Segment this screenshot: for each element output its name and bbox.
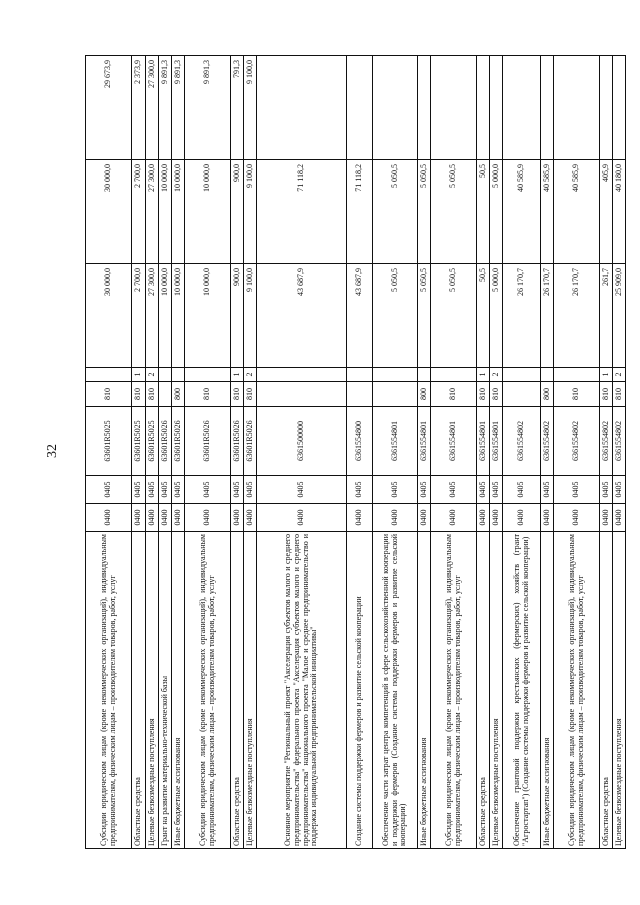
target-article-code: 6361554802 [503,407,541,476]
funding-source-code [431,368,477,382]
table-row [554,56,600,849]
amount-planned: 26 170,7 [503,264,541,368]
page-number: 32 [45,444,60,458]
section-code: 0400 [477,504,490,532]
amount-revised: 900,0 [231,160,244,264]
table-row [257,56,347,849]
amount-planned: 900,0 [231,264,244,368]
target-article-code: 63601R5026 [172,407,185,476]
amount-planned: 10 000,0 [172,264,185,368]
section-code: 0400 [503,504,541,532]
table-row [231,56,244,849]
expense-type-code [503,382,541,407]
row-name: Целевые безвозмездные поступления [613,532,626,849]
table-row [541,56,554,849]
amount-revised: 10 000,0 [159,160,172,264]
amount-revised: 50,5 [477,160,490,264]
subsection-code: 0405 [613,476,626,504]
amount-planned: 25 909,0 [613,264,626,368]
amount-revised: 71 118,2 [347,160,373,264]
table-row [600,56,613,849]
table-row [373,56,418,849]
amount-executed [257,56,347,160]
amount-revised: 71 118,2 [257,160,347,264]
amount-planned: 30 000,0 [86,264,132,368]
amount-revised: 2 700,0 [132,160,146,264]
budget-table [85,55,626,849]
row-name: Субсидии юридическим лицам (кроме некоммерческих организаций), индивидуальным предпринимателям, физическим лицам – производителям товаров, работ, услуг [185,532,231,849]
subsection-code: 0405 [257,476,347,504]
row-name: Субсидии юридическим лицам (кроме некоммерческих организаций), индивидуальным предпринимателям, физическим лицам – производителям товаров, работ, услуг [86,532,132,849]
section-code: 0400 [244,504,257,532]
budget-table-frame [85,56,623,849]
target-article-code: 63601R5025 [86,407,132,476]
subsection-code: 0405 [373,476,418,504]
target-article-code: 63601R5026 [159,407,172,476]
amount-planned: 43 687,9 [347,264,373,368]
section-code: 0400 [231,504,244,532]
target-article-code: 6361554802 [554,407,600,476]
funding-source-code [554,368,600,382]
amount-executed [418,56,431,160]
section-code: 0400 [490,504,503,532]
funding-source-code [86,368,132,382]
amount-revised: 405,9 [600,160,613,264]
table-row [503,56,541,849]
expense-type-code: 810 [431,382,477,407]
table-row [185,56,231,849]
amount-planned: 26 170,7 [554,264,600,368]
row-name: Создание системы поддержки фермеров и развитие сельской кооперации [347,532,373,849]
amount-planned: 5 050,5 [431,264,477,368]
amount-executed [600,56,613,160]
amount-executed [503,56,541,160]
amount-revised: 40 585,9 [541,160,554,264]
subsection-code: 0405 [132,476,146,504]
funding-source-code [347,368,373,382]
amount-executed [490,56,503,160]
row-name: Областные средства [132,532,146,849]
funding-source-code [503,368,541,382]
section-code: 0400 [554,504,600,532]
table-body [86,56,626,849]
expense-type-code: 810 [490,382,503,407]
subsection-code: 0405 [490,476,503,504]
table-row [146,56,159,849]
funding-source-code [373,368,418,382]
amount-revised: 10 000,0 [172,160,185,264]
subsection-code: 0405 [600,476,613,504]
funding-source-code: 2 [613,368,626,382]
table-row [132,56,146,849]
target-article-code: 63601R5026 [231,407,244,476]
expense-type-code: 810 [146,382,159,407]
expense-type-code [257,382,347,407]
subsection-code: 0405 [244,476,257,504]
section-code: 0400 [431,504,477,532]
table-row [613,56,626,849]
row-name: Целевые безвозмездные поступления [244,532,257,849]
section-code: 0400 [185,504,231,532]
expense-type-code [159,382,172,407]
amount-executed: 791,3 [231,56,244,160]
subsection-code: 0405 [86,476,132,504]
funding-source-code: 1 [132,368,146,382]
subsection-code: 0405 [554,476,600,504]
section-code: 0400 [257,504,347,532]
funding-source-code [172,368,185,382]
row-name: Целевые безвозмездные поступления [490,532,503,849]
expense-type-code: 800 [172,382,185,407]
amount-planned: 27 300,0 [146,264,159,368]
target-article-code: 6361554801 [431,407,477,476]
amount-planned: 2 700,0 [132,264,146,368]
table-row [244,56,257,849]
funding-source-code: 2 [490,368,503,382]
amount-executed: 9 100,0 [244,56,257,160]
table-row [418,56,431,849]
funding-source-code [541,368,554,382]
table-row [86,56,132,849]
section-code: 0400 [600,504,613,532]
target-article-code: 6361554802 [600,407,613,476]
section-code: 0400 [373,504,418,532]
section-code: 0400 [613,504,626,532]
subsection-code: 0405 [541,476,554,504]
amount-revised: 30 000,0 [86,160,132,264]
row-name: Основное мероприятие "Региональный проект "Акселерация субъектов малого и среднего предпринимательства" федерального проекта "Акселерация субъектов малого и среднего предпринимательства" национального проекта "Малое и среднее предпринимательство и поддержка индивидуальной предпринимательской инициативы" [257,532,347,849]
amount-planned: 50,5 [477,264,490,368]
section-code: 0400 [418,504,431,532]
section-code: 0400 [347,504,373,532]
subsection-code: 0405 [431,476,477,504]
target-article-code: 6361554802 [613,407,626,476]
section-code: 0400 [172,504,185,532]
expense-type-code: 800 [541,382,554,407]
expense-type-code: 810 [613,382,626,407]
amount-executed [541,56,554,160]
amount-executed [477,56,490,160]
amount-executed: 9 891,3 [159,56,172,160]
amount-revised: 5 000,0 [490,160,503,264]
expense-type-code: 810 [600,382,613,407]
amount-executed: 9 891,3 [172,56,185,160]
target-article-code: 6361554801 [477,407,490,476]
expense-type-code [373,382,418,407]
funding-source-code [159,368,172,382]
target-article-code: 63601R5025 [146,407,159,476]
expense-type-code: 810 [185,382,231,407]
amount-revised: 5 050,5 [373,160,418,264]
table-row [347,56,373,849]
table-row [159,56,172,849]
amount-executed [347,56,373,160]
table-row [477,56,490,849]
amount-executed: 27 300,0 [146,56,159,160]
row-name: Областные средства [600,532,613,849]
expense-type-code: 810 [86,382,132,407]
target-article-code: 6361554801 [490,407,503,476]
row-name: Обеспечение части затрат центра компетенций в сфере сельскохозяйственной кооперации и поддержки фермеров (Создание системы поддержки фермеров и развитие сельской кооперации) [373,532,418,849]
target-article-code: 63601R5026 [185,407,231,476]
expense-type-code: 810 [554,382,600,407]
amount-revised: 5 050,5 [418,160,431,264]
amount-planned: 9 100,0 [244,264,257,368]
table-row [431,56,477,849]
subsection-code: 0405 [159,476,172,504]
amount-revised: 10 000,0 [185,160,231,264]
subsection-code: 0405 [172,476,185,504]
amount-executed: 9 891,3 [185,56,231,160]
funding-source-code: 1 [231,368,244,382]
row-name: Целевые безвозмездные поступления [146,532,159,849]
target-article-code: 63601R5025 [132,407,146,476]
target-article-code: 6361554802 [541,407,554,476]
subsection-code: 0405 [231,476,244,504]
table-row [490,56,503,849]
amount-planned: 261,7 [600,264,613,368]
expense-type-code [347,382,373,407]
amount-executed [431,56,477,160]
section-code: 0400 [159,504,172,532]
expense-type-code: 810 [244,382,257,407]
row-name: Иные бюджетные ассигнования [541,532,554,849]
amount-planned: 10 000,0 [185,264,231,368]
amount-planned: 5 050,5 [373,264,418,368]
section-code: 0400 [132,504,146,532]
funding-source-code: 1 [477,368,490,382]
funding-source-code: 1 [600,368,613,382]
table-row [172,56,185,849]
target-article-code: 63601R5026 [244,407,257,476]
amount-planned: 26 170,7 [541,264,554,368]
amount-executed: 29 673,9 [86,56,132,160]
section-code: 0400 [146,504,159,532]
amount-revised: 5 050,5 [431,160,477,264]
amount-planned: 5 000,0 [490,264,503,368]
expense-type-code: 810 [477,382,490,407]
target-article-code: 6361554800 [347,407,373,476]
amount-executed [613,56,626,160]
amount-revised: 40 585,9 [503,160,541,264]
target-article-code: 6361554801 [373,407,418,476]
amount-executed [373,56,418,160]
subsection-code: 0405 [185,476,231,504]
funding-source-code [257,368,347,382]
row-name: Субсидии юридическим лицам (кроме некоммерческих организаций), индивидуальным предпринимателям, физическим лицам – производителям товаров, работ, услуг [431,532,477,849]
amount-revised: 40 180,0 [613,160,626,264]
section-code: 0400 [541,504,554,532]
subsection-code: 0405 [418,476,431,504]
subsection-code: 0405 [347,476,373,504]
funding-source-code [185,368,231,382]
row-name: Грант на развитие материально-технической базы [159,532,172,849]
funding-source-code: 2 [244,368,257,382]
funding-source-code [418,368,431,382]
row-name: Областные средства [477,532,490,849]
subsection-code: 0405 [146,476,159,504]
amount-planned: 43 687,9 [257,264,347,368]
row-name: Иные бюджетные ассигнования [172,532,185,849]
subsection-code: 0405 [503,476,541,504]
row-name: Субсидии юридическим лицам (кроме некоммерческих организаций), индивидуальным предпринимателям, физическим лицам – производителям товаров, работ, услуг [554,532,600,849]
amount-revised: 40 585,9 [554,160,600,264]
amount-planned: 5 050,5 [418,264,431,368]
amount-executed [554,56,600,160]
row-name: Иные бюджетные ассигнования [418,532,431,849]
amount-revised: 9 100,0 [244,160,257,264]
section-code: 0400 [86,504,132,532]
amount-planned: 10 000,0 [159,264,172,368]
row-name: Областные средства [231,532,244,849]
funding-source-code: 2 [146,368,159,382]
amount-executed: 2 373,9 [132,56,146,160]
expense-type-code: 800 [418,382,431,407]
expense-type-code: 810 [132,382,146,407]
amount-revised: 27 300,0 [146,160,159,264]
subsection-code: 0405 [477,476,490,504]
target-article-code: 6361500000 [257,407,347,476]
row-name: Обеспечение грантовой поддержки крестьянских (фермерских) хозяйств (грант "Агростартап") (Создание системы поддержки фермеров и развитие сельской кооперации) [503,532,541,849]
target-article-code: 6361554801 [418,407,431,476]
expense-type-code: 810 [231,382,244,407]
